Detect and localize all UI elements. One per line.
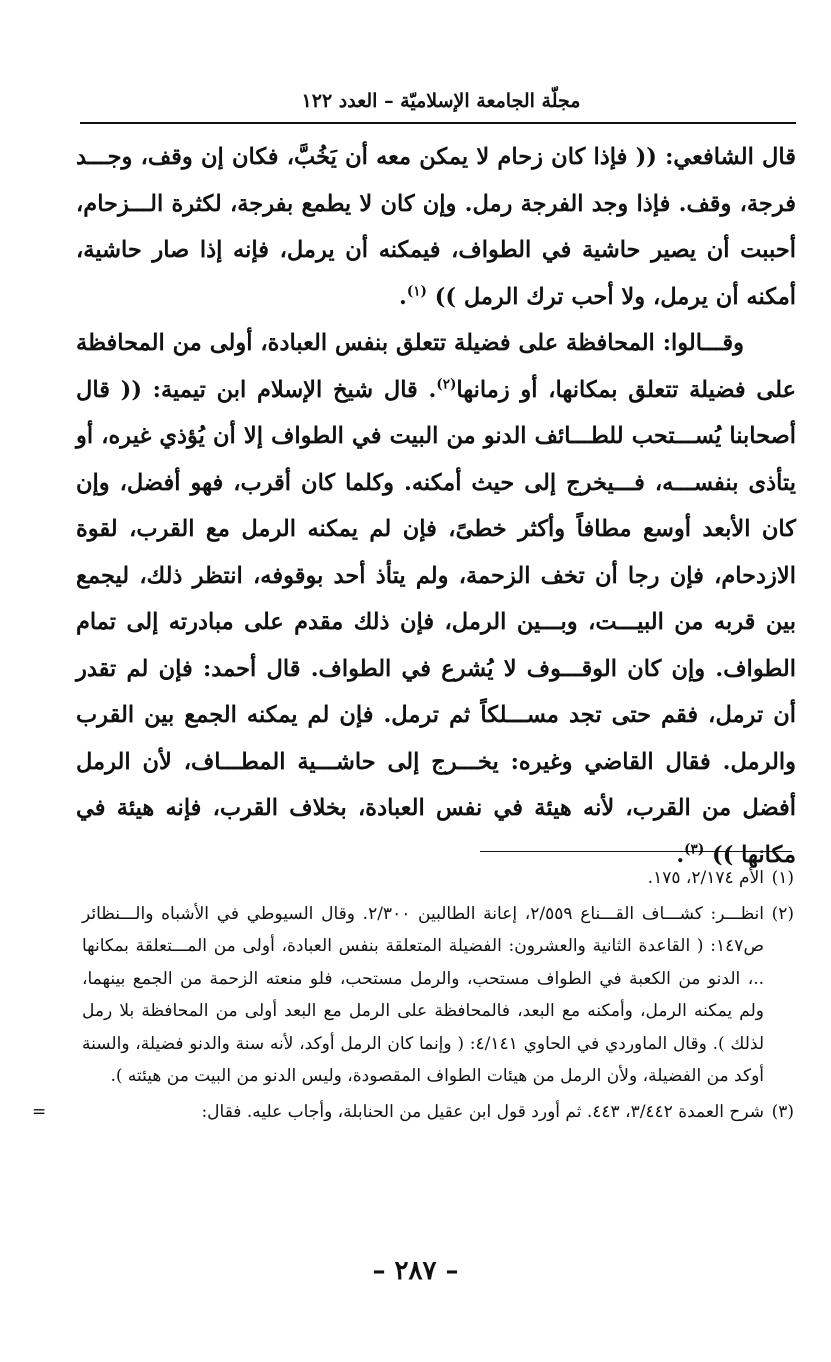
footnote-ref-1: (١) xyxy=(406,283,427,299)
footnote-text: الأم ٢/١٧٤، ١٧٥. xyxy=(647,868,764,888)
footnote-text: شرح العمدة ٣/٤٤٢، ٤٤٣. ثم أورد قول ابن عقيل من الحنابلة، وأجاب عليه. فقال: xyxy=(201,1101,764,1122)
paragraph-2-tail: . قال شيخ الإسلام ابن تيمية: (( قال أصحابنا يُســـتحب للطـــائف الدنو من البيت في الطواف إلا أن يُؤذي غيره، أو يتأذى بنفســـه، فـــيخرج إلى حيث أمكنه. وكلما كان أقرب، فهو أفضل، وإن كان الأبعد أوسع مطافاً وأكثر خطىً، فإن لم يمكنه الرمل مع القرب، لقوة الازدحام، فإن رجا أن تخف الزحمة، ولم يتأذ أحد بوقوفه، انتظر ذلك، ليجمع بين قربه من البيـــت، وبـــين الرمل، فإن ذلك مقدم على مبادرته إلى تمام الطواف. وإن كان الوقـــوف لا يُشرع في الطواف. قال أحمد: فإن لم تقدر أن ترمل، فقم حتى تجد مســـلكاً ثم ترمل. فإن لم يمكنه الجمع بين القرب والرمل. فقال القاضي وغيره: يخـــرج إلى حاشـــية المطـــاف، لأن الرمل أفضل من القرب، لأنه هيئة في نفس العبادة، بخلاف القرب، فإنه هيئة في مكانها )) xyxy=(76,376,796,868)
footnote-ref-3: (٣) xyxy=(684,841,705,857)
footnote-number: (٣) xyxy=(771,1101,794,1122)
footnote-separator xyxy=(480,851,792,852)
footnote-text: انظـــر: كشـــاف القـــناع ٢/٥٥٩، إعانة الطالبين ٢/٣٠٠. وقال السيوطي في الأشباه والـــنظائر ص١٤٧: ( القاعدة الثانية والعشرون: الفضيلة المتعلقة بنفس العبادة، أولى من المـــتعلقة بمكانها ..، الدنو من الكعبة في الطواف مستحب، والرمل مستحب، فلو منعته الزحمة من الجمع بينهما، ولم يمكنه الرمل، وأمكنه مع البعد، فالمحافظة على الرمل مع البعد أولى من المحافظة بلا رمل لذلك ). وقال الماوردي في الحاوي ٤/١٤١: ( وإنما كان الرمل أوكد، لأنه سنة والدنو فضيلة، والسنة أوكد من الفضيلة، ولأن الرمل من هيئات الطواف المقصودة، وليس الدنو من البيت من هيئته ). xyxy=(82,903,765,1086)
paragraph-2 xyxy=(76,320,796,878)
footnote-number: (١) xyxy=(771,868,794,888)
footnote-3 xyxy=(32,1096,794,1129)
paragraph-1-text: قال الشافعي: (( فإذا كان زحام لا يمكن معه أن يَخُبَّ، فكان إن وقف، وجـــد فرجة، وقف. فإذا وجد الفرجة رمل. وإن كان لا يطمع بفرجة، لكثرة الـــزحام، أحببت أن يصير حاشية في الطواف، فيمكنه أن يرمل، فإنه إذا صار حاشية، أمكنه أن يرمل، ولا أحب ترك الرمل )) xyxy=(76,144,796,310)
continuation-mark: = xyxy=(32,1101,47,1122)
footnote-1 xyxy=(82,862,794,895)
footnote-number: (٢) xyxy=(771,903,794,924)
paragraph-1-tail: . xyxy=(398,283,407,310)
header-rule xyxy=(80,122,796,124)
paragraph-2-end: . xyxy=(676,841,685,868)
paragraph-1 xyxy=(76,134,796,320)
running-header: مجلّة الجامعة الإسلاميّة – العدد ١٢٢ xyxy=(301,90,581,112)
page-number: – ٢٨٧ – xyxy=(372,1256,459,1286)
footnote-ref-2: (٢) xyxy=(436,376,457,392)
paragraph-2-text: وقـــالوا: المحافظة على فضيلة تتعلق بنفس العبادة، أولى من المحافظة على فضيلة تتعلق بمكانها، أو زمانها xyxy=(76,330,796,403)
main-text xyxy=(76,134,796,878)
footnotes xyxy=(32,862,794,1131)
footnote-2 xyxy=(82,898,794,1093)
